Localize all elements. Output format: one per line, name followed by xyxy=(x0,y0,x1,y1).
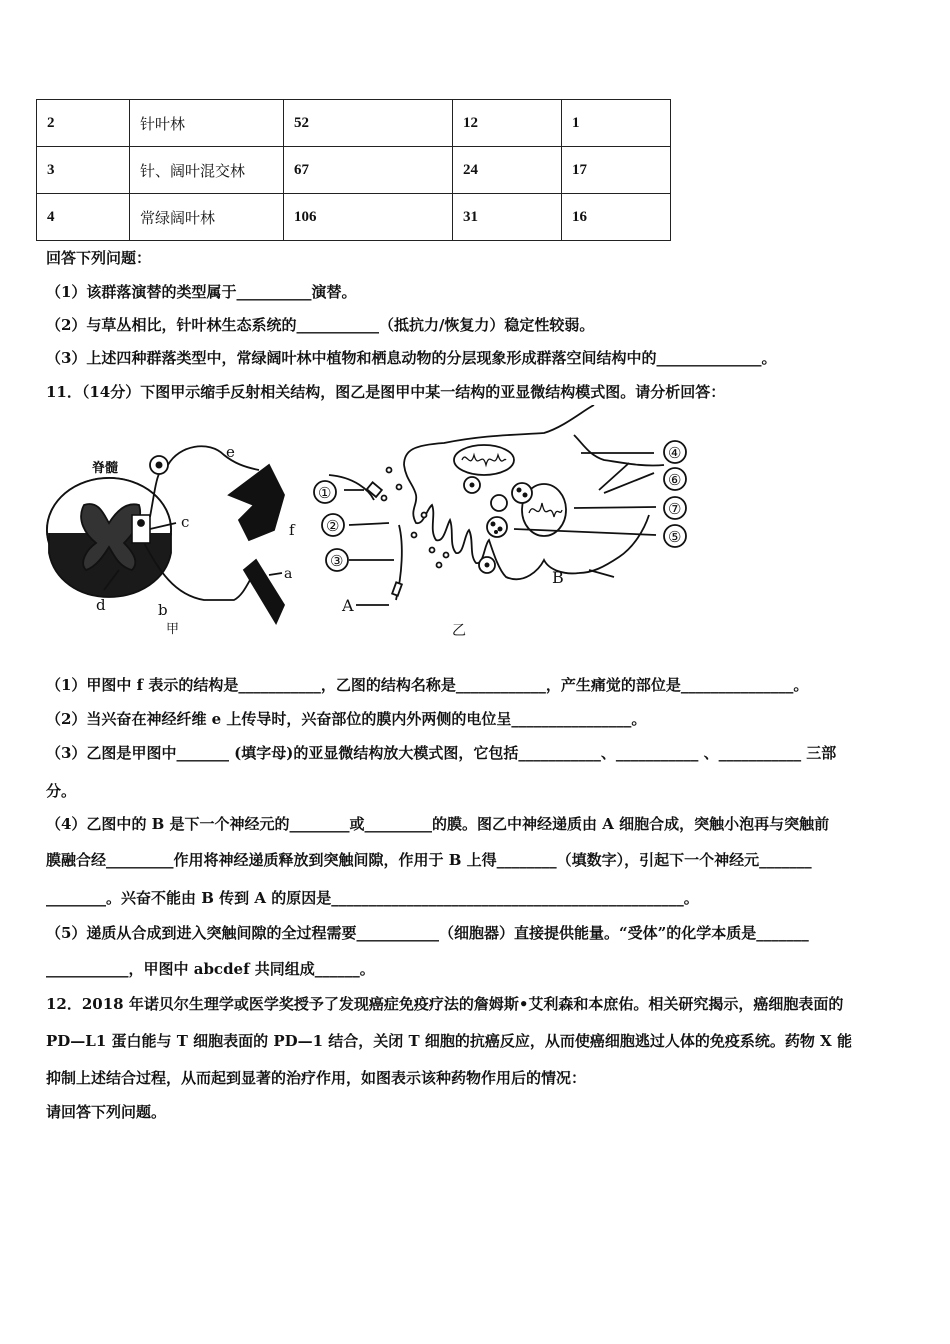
table-row xyxy=(37,194,671,241)
caption-jia: 甲 xyxy=(166,622,180,637)
table-cell: 67 xyxy=(284,147,453,194)
table-cell: 针、阔叶混交林 xyxy=(130,147,284,194)
table-row xyxy=(37,147,671,194)
label-yi-4: ④ xyxy=(668,444,682,462)
q11-question-1: （1）甲图中 f 表示的结构是___________，乙图的结构名称是____________，产生痛觉的部位是_______________。 xyxy=(46,676,809,694)
label-b: b xyxy=(158,601,168,619)
table-cell: 31 xyxy=(453,194,562,241)
q10-question-2: （2）与草丛相比，针叶林生态系统的___________（抵抗力/恢复力）稳定性较弱。 xyxy=(46,316,595,334)
q12-line-2: PD—L1 蛋白能与 T 细胞表面的 PD—1 结合，关闭 T 细胞的抗癌反应，从而使癌细胞逃过人体的免疫系统。药物 X 能 xyxy=(46,1032,852,1050)
q12-line-4: 请回答下列问题。 xyxy=(46,1103,167,1121)
label-spinal-cord: 脊髓 xyxy=(92,461,119,476)
table-cell: 16 xyxy=(562,194,671,241)
q10-question-1: （1）该群落演替的类型属于__________演替。 xyxy=(46,283,357,301)
q11-question-4c: ________。兴奋不能由 B 传到 A 的原因是_______________________________________________。 xyxy=(46,889,699,907)
q11-question-3a: （3）乙图是甲图中_______ (填字母)的亚显微结构放大模式图，它包括___________、___________ 、___________ 三部 xyxy=(46,744,837,762)
table-cell: 3 xyxy=(37,147,130,194)
q11-question-4a: （4）乙图中的 B 是下一个神经元的________或_________的膜。图乙中神经递质由 A 细胞合成，突触小泡再与突触前 xyxy=(46,815,830,833)
label-yi-6: ⑥ xyxy=(668,471,682,489)
label-yi-2: ② xyxy=(326,517,340,535)
table-cell: 106 xyxy=(284,194,453,241)
q11-question-5a: （5）递质从合成到进入突触间隙的全过程需要___________（细胞器）直接提供能量。“受体”的化学本质是_______ xyxy=(46,924,809,942)
table-cell: 针叶林 xyxy=(130,100,284,147)
label-B: B xyxy=(552,568,564,587)
label-d: d xyxy=(96,596,106,614)
table-cell: 12 xyxy=(453,100,562,147)
label-A: A xyxy=(342,596,354,615)
table-cell: 24 xyxy=(453,147,562,194)
spinal-cord-diagram xyxy=(47,446,284,623)
table-row xyxy=(37,100,671,147)
q12-line-3: 抑制上述结合过程，从而起到显著的治疗作用，如图表示该种药物作用后的情况： xyxy=(46,1069,587,1087)
reflex-figure xyxy=(44,405,724,645)
q12-line-1: 12．2018 年诺贝尔生理学或医学奖授予了发现癌症免疫疗法的詹姆斯•艾利森和本庶佑。相关研究揭示，癌细胞表面的 xyxy=(46,995,844,1013)
q10-intro: 回答下列问题： xyxy=(46,249,152,267)
label-yi-3: ③ xyxy=(330,552,344,570)
synapse-diagram xyxy=(314,405,686,605)
caption-yi: 乙 xyxy=(452,623,466,639)
label-yi-5: ⑤ xyxy=(668,528,682,546)
table-cell: 1 xyxy=(562,100,671,147)
label-e: e xyxy=(226,443,235,461)
label-c: c xyxy=(181,513,190,531)
label-a: a xyxy=(284,566,293,582)
q11-header: 11．（14分）下图甲示缩手反射相关结构，图乙是图甲中某一结构的亚显微结构模式图。请分析回答： xyxy=(46,383,726,401)
table-cell: 4 xyxy=(37,194,130,241)
q11-question-5b: ___________，甲图中 abcdef 共同组成______。 xyxy=(46,960,375,978)
table-cell: 17 xyxy=(562,147,671,194)
table-cell: 52 xyxy=(284,100,453,147)
label-yi-1: ① xyxy=(318,484,332,502)
table-cell: 常绿阔叶林 xyxy=(130,194,284,241)
q11-question-3b: 分。 xyxy=(46,782,77,800)
q10-question-3: （3）上述四种群落类型中，常绿阔叶林中植物和栖息动物的分层现象形成群落空间结构中的______________。 xyxy=(46,349,777,367)
table-cell: 2 xyxy=(37,100,130,147)
label-f: f xyxy=(289,521,295,539)
community-table xyxy=(36,99,671,241)
q11-question-2: （2）当兴奋在神经纤维 e 上传导时，兴奋部位的膜内外两侧的电位呈________________。 xyxy=(46,710,647,728)
label-yi-7: ⑦ xyxy=(668,500,682,518)
q11-question-4b: 膜融合经_________作用将神经递质释放到突触间隙，作用于 B 上得________（填数字），引起下一个神经元_______ xyxy=(46,851,812,869)
